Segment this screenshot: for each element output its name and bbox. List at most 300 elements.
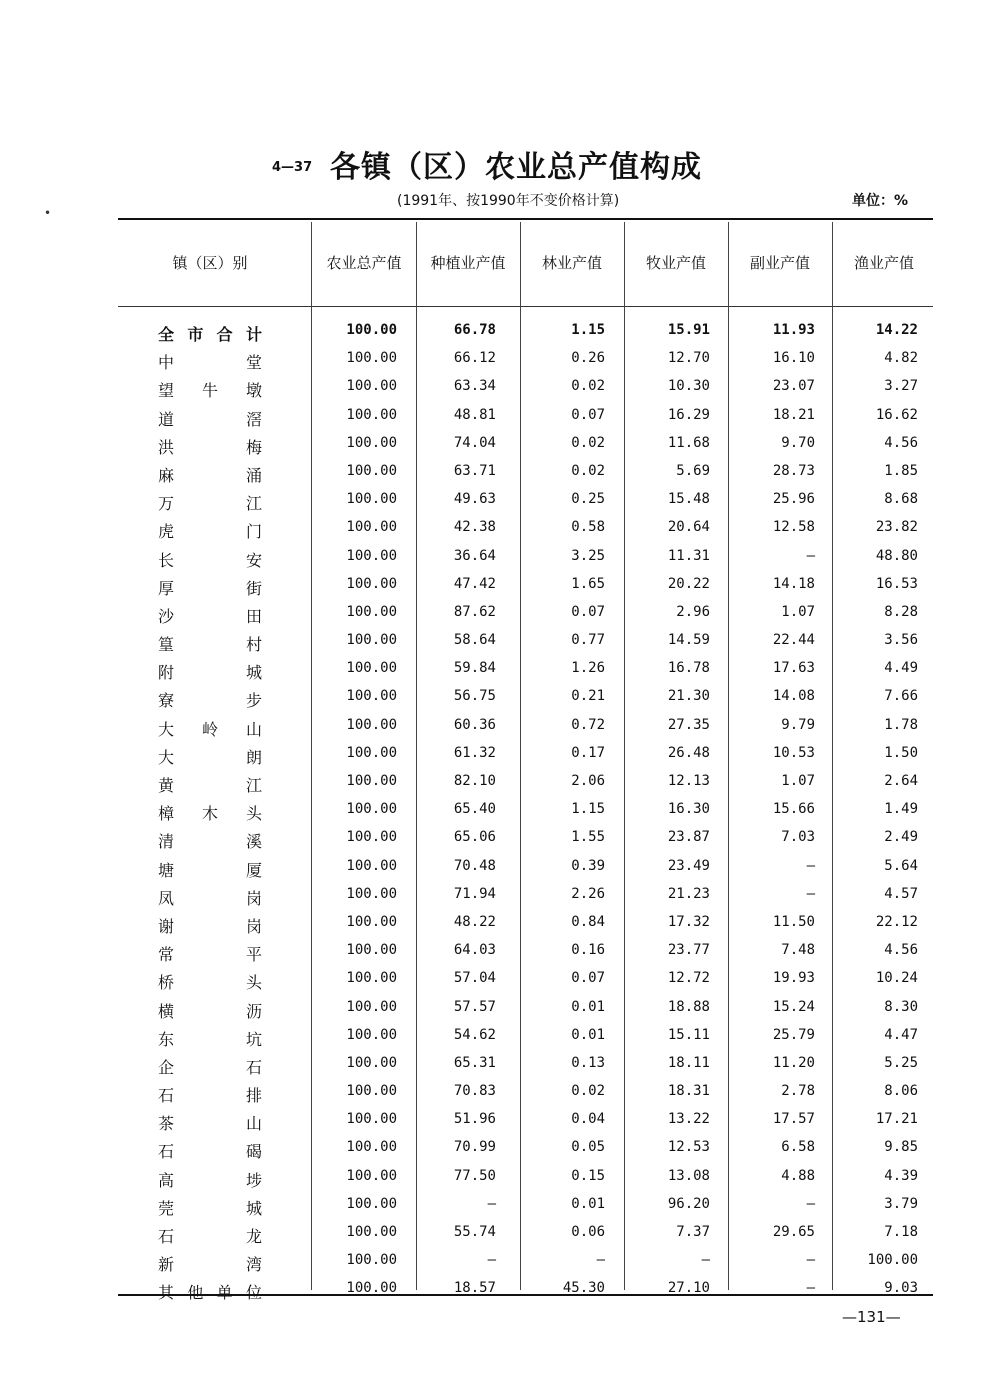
town-name-char: 黄 (158, 776, 175, 795)
table-cell: 10.53 (772, 744, 815, 761)
table-row (0, 801, 1000, 829)
town-name-char: 大 (158, 747, 175, 767)
table-row (0, 688, 1000, 716)
town-name-char: 万 (158, 494, 175, 514)
table-cell: 16.78 (667, 660, 710, 677)
table-cell: 9.79 (781, 716, 815, 733)
table-cell: 54.62 (453, 1026, 496, 1043)
town-name (158, 407, 262, 430)
town-name-char: 东 (158, 1029, 175, 1049)
town-name (158, 1139, 262, 1162)
town-name-char: 虎 (158, 522, 175, 542)
table-cell: 74.04 (453, 434, 496, 451)
town-name-char: 他 (187, 1283, 204, 1303)
table-cell: 100.00 (346, 942, 397, 959)
table-cell: 7.37 (676, 1224, 710, 1240)
table-cell: 7.48 (781, 942, 815, 959)
table-cell: 1.49 (884, 801, 918, 818)
table-cell: 57.57 (453, 998, 496, 1015)
table-row (0, 1027, 1000, 1055)
town-name-char: 岗 (245, 916, 262, 936)
table-cell: 100.00 (346, 406, 397, 423)
table-row (0, 632, 1000, 660)
table-cell: 12.70 (667, 350, 710, 367)
table-cell: 45.30 (562, 1280, 605, 1297)
town-name-char: 排 (245, 1086, 262, 1106)
town-name-char: 常 (158, 945, 175, 965)
town-name (158, 801, 262, 824)
table-cell: 100.00 (346, 970, 397, 987)
town-name (158, 1224, 262, 1247)
table-cell: 59.84 (453, 660, 496, 677)
town-name-char: 麻 (158, 465, 175, 485)
scan-speck: • (44, 206, 52, 220)
town-name-char: 樟 (158, 804, 175, 824)
table-cell: 100.00 (346, 350, 397, 367)
table-cell: 63.71 (453, 462, 496, 479)
table-cell: 18.21 (772, 406, 815, 423)
table-cell: 2.78 (781, 1083, 815, 1100)
town-name (158, 1196, 262, 1219)
table-row (0, 914, 1000, 942)
table-cell: 0.58 (571, 519, 605, 536)
town-name-char: 安 (245, 550, 262, 570)
table-cell: 23.87 (667, 829, 710, 846)
town-name-char: 凤 (158, 888, 175, 908)
table-cell: 1.85 (884, 462, 918, 479)
town-name (158, 717, 262, 740)
table-cell: — (806, 1280, 815, 1297)
table-row (0, 519, 1000, 547)
table-cell: 8.28 (884, 603, 918, 620)
table-cell: 1.78 (884, 716, 918, 733)
table-cell: 66.12 (453, 350, 496, 367)
table-cell: — (806, 857, 815, 874)
table-cell: 64.03 (453, 942, 496, 959)
table-cell: 100.00 (346, 744, 397, 761)
table-cell: 49.63 (453, 491, 496, 508)
table-cell: 3.79 (884, 1195, 918, 1212)
table-cell: 100.00 (346, 1026, 397, 1043)
table-cell: 0.15 (571, 1167, 605, 1184)
town-name-char: 附 (158, 663, 175, 683)
table-row (0, 1280, 1000, 1308)
town-name (158, 576, 262, 599)
table-cell: 0.72 (571, 716, 605, 733)
town-name-char: 木 (201, 804, 218, 824)
table-cell: 1.15 (571, 322, 605, 338)
table-row (0, 1055, 1000, 1083)
table-cell: 100.00 (346, 603, 397, 620)
table-cell: 0.84 (571, 913, 605, 930)
table-cell: — (701, 1252, 710, 1269)
town-name-char: 茶 (158, 1114, 175, 1134)
table-number: 4—37 (272, 160, 313, 175)
table-cell: 20.64 (667, 519, 710, 536)
table-cell: 0.13 (571, 1054, 605, 1071)
table-row (0, 491, 1000, 519)
table-row (0, 942, 1000, 970)
town-name (158, 604, 262, 627)
table-cell: 22.44 (772, 632, 815, 649)
table-cell: 23.82 (875, 519, 918, 536)
table-cell: 25.96 (772, 491, 815, 508)
table-cell: 16.30 (667, 801, 710, 818)
table-cell: 11.50 (772, 913, 815, 930)
table-cell: 2.26 (571, 885, 605, 902)
town-name-char: 湾 (245, 1255, 262, 1275)
table-cell: 17.21 (875, 1111, 918, 1128)
town-name (158, 688, 262, 711)
table-cell: 1.65 (571, 575, 605, 592)
town-name (158, 463, 262, 486)
table-cell: 8.06 (884, 1083, 918, 1100)
table-cell: 100.00 (346, 491, 397, 508)
table-cell: 63.34 (453, 378, 496, 395)
table-cell: 100.00 (346, 857, 397, 874)
table-cell: 27.10 (667, 1280, 710, 1297)
table-cell: — (806, 885, 815, 902)
table-cell: 15.24 (772, 998, 815, 1015)
table-row (0, 745, 1000, 773)
table-row (0, 773, 1000, 801)
table-cell: 100.00 (346, 773, 397, 789)
table-cell: 100.00 (346, 998, 397, 1015)
table-row (0, 604, 1000, 632)
table-cell: 4.57 (884, 885, 918, 902)
table-row (0, 886, 1000, 914)
subtitle: (1991年、按1990年不变价格计算) (397, 193, 620, 209)
table-cell: 100.00 (346, 575, 397, 592)
table-cell: 0.17 (571, 744, 605, 761)
town-name (158, 350, 262, 373)
table-cell: 12.58 (772, 519, 815, 536)
table-cell: 0.77 (571, 632, 605, 649)
table-cell: 66.78 (453, 322, 496, 338)
town-name-char: 厦 (245, 860, 262, 880)
table-cell: 65.06 (453, 829, 496, 846)
table-row (0, 1139, 1000, 1167)
table-body (0, 322, 1000, 1309)
table-cell: — (806, 1252, 815, 1269)
table-cell: 16.29 (667, 406, 710, 423)
town-name-char: 横 (158, 1001, 175, 1021)
table-cell: 4.49 (884, 660, 918, 677)
table-cell: 20.22 (667, 575, 710, 592)
header-rule (118, 306, 933, 307)
table-cell: 3.27 (884, 378, 918, 395)
table-cell: 61.32 (453, 744, 496, 761)
town-name (158, 773, 262, 796)
town-name (158, 858, 262, 881)
town-name-char: 碣 (245, 1142, 262, 1162)
table-cell: 100.00 (346, 462, 397, 479)
table-cell: 1.07 (781, 603, 815, 620)
town-name (158, 632, 262, 655)
table-row (0, 660, 1000, 688)
town-name (158, 1252, 262, 1275)
table-row (0, 1083, 1000, 1111)
table-cell: 17.32 (667, 913, 710, 930)
table-cell: 9.85 (884, 1139, 918, 1156)
table-cell: 100.00 (346, 1111, 397, 1128)
table-cell: 87.62 (453, 603, 496, 620)
table-cell: 0.07 (571, 603, 605, 620)
town-name-char: 墩 (245, 381, 262, 401)
table-top-rule (118, 218, 933, 220)
town-name-char: 寮 (158, 691, 175, 711)
town-name-char: 合 (216, 325, 233, 344)
col-header-total: 农业总产值 (326, 254, 402, 272)
table-cell: 9.70 (781, 434, 815, 451)
table-row (0, 407, 1000, 435)
table-cell: 7.03 (781, 829, 815, 846)
table-cell: — (487, 1252, 496, 1269)
town-name (158, 745, 262, 768)
table-row (0, 378, 1000, 406)
table-cell: 15.66 (772, 801, 815, 818)
table-cell: 21.30 (667, 688, 710, 705)
table-cell: 21.23 (667, 885, 710, 902)
table-row (0, 350, 1000, 378)
town-name-char: 山 (245, 1114, 262, 1134)
table-cell: 4.88 (781, 1167, 815, 1184)
table-cell: 0.02 (571, 1083, 605, 1100)
table-cell: 18.88 (667, 998, 710, 1015)
table-cell: 11.31 (667, 547, 710, 564)
town-name (158, 519, 262, 542)
town-name-char: 头 (245, 804, 262, 824)
table-cell: 100.00 (346, 885, 397, 902)
town-name-char: 位 (245, 1283, 262, 1303)
town-name-char: 高 (158, 1170, 175, 1190)
town-name-char: 石 (158, 1142, 175, 1162)
table-cell: 1.15 (571, 801, 605, 818)
town-name-char: 清 (158, 832, 175, 852)
town-name-char: 堂 (245, 353, 262, 373)
col-header-town: 镇（区）别 (172, 254, 248, 272)
town-name-char: 江 (245, 776, 262, 795)
table-cell: 8.30 (884, 998, 918, 1015)
table-cell: 28.73 (772, 462, 815, 479)
table-cell: 2.96 (676, 603, 710, 620)
table-cell: 15.91 (667, 322, 710, 338)
table-cell: 5.64 (884, 857, 918, 874)
table-row (0, 717, 1000, 745)
table-cell: 4.47 (884, 1026, 918, 1043)
table-cell: 4.82 (884, 350, 918, 367)
town-name-char: 市 (187, 325, 204, 344)
town-name-char: 涌 (245, 465, 262, 485)
town-name (158, 378, 262, 401)
town-name-char: 埗 (245, 1170, 262, 1190)
table-row (0, 1196, 1000, 1224)
table-cell: 57.04 (453, 970, 496, 987)
table-cell: 100.00 (346, 688, 397, 705)
table-cell: 16.62 (875, 406, 918, 423)
table-cell: 100.00 (346, 378, 397, 395)
table-cell: 13.22 (667, 1111, 710, 1128)
table-cell: 27.35 (667, 716, 710, 733)
town-name-char: 岭 (201, 719, 218, 739)
town-name-char: 村 (245, 635, 262, 655)
table-cell: 14.18 (772, 575, 815, 592)
table-row (0, 829, 1000, 857)
table-cell: 96.20 (667, 1195, 710, 1212)
table-cell: 100.00 (346, 632, 397, 649)
town-name-char: 沥 (245, 1001, 262, 1021)
table-cell: 15.11 (667, 1026, 710, 1043)
town-name (158, 886, 262, 909)
col-header-crop: 种植业产值 (430, 254, 506, 272)
table-row (0, 970, 1000, 998)
town-name-char: 田 (245, 606, 262, 626)
town-name-char: 新 (158, 1255, 175, 1275)
table-cell: 100.00 (346, 1139, 397, 1156)
table-cell: 19.93 (772, 970, 815, 987)
table-cell: — (806, 1195, 815, 1212)
table-cell: 17.57 (772, 1111, 815, 1128)
table-cell: 1.50 (884, 744, 918, 761)
table-cell: 22.12 (875, 913, 918, 930)
town-name (158, 829, 262, 852)
col-header-sideline: 副业产值 (749, 254, 810, 272)
table-cell: 100.00 (346, 1224, 397, 1240)
table-cell: 100.00 (346, 1195, 397, 1212)
table-row (0, 576, 1000, 604)
town-name-char: 平 (245, 945, 262, 965)
table-cell: 0.05 (571, 1139, 605, 1156)
table-row (0, 1224, 1000, 1252)
table-cell: 70.83 (453, 1083, 496, 1100)
table-cell: 16.10 (772, 350, 815, 367)
town-name-char: 厚 (158, 578, 175, 598)
table-cell: 2.49 (884, 829, 918, 846)
table-cell: 3.25 (571, 547, 605, 564)
town-name-char: 石 (158, 1227, 175, 1246)
town-name (158, 1083, 262, 1106)
table-cell: 100.00 (346, 1252, 397, 1269)
table-row (0, 858, 1000, 886)
table-cell: 100.00 (346, 322, 397, 338)
table-row (0, 463, 1000, 491)
town-name-char: 谢 (158, 916, 175, 936)
table-cell: 12.72 (667, 970, 710, 987)
town-name-char: 溪 (245, 832, 262, 852)
table-cell: 4.56 (884, 942, 918, 959)
town-name (158, 548, 262, 571)
town-name-char: 坑 (245, 1029, 262, 1049)
table-cell: 14.59 (667, 632, 710, 649)
table-cell: 14.22 (875, 322, 918, 338)
table-cell: 18.11 (667, 1054, 710, 1071)
town-name-char: 单 (216, 1283, 233, 1303)
table-cell: 70.99 (453, 1139, 496, 1156)
table-cell: 18.31 (667, 1083, 710, 1100)
table-cell: 48.81 (453, 406, 496, 423)
town-name (158, 322, 262, 345)
town-name-char: 企 (158, 1057, 175, 1077)
table-cell: 29.65 (772, 1224, 815, 1240)
town-name-char: 龙 (245, 1227, 262, 1246)
table-row (0, 999, 1000, 1027)
town-name-char: 门 (245, 522, 262, 542)
town-name-char: 长 (158, 550, 175, 570)
table-cell: 42.38 (453, 519, 496, 536)
table-cell: 1.26 (571, 660, 605, 677)
table-cell: 100.00 (346, 660, 397, 677)
table-cell: 0.26 (571, 350, 605, 367)
table-cell: 56.75 (453, 688, 496, 705)
table-cell: 0.04 (571, 1111, 605, 1128)
table-cell: 5.69 (676, 462, 710, 479)
table-cell: 100.00 (346, 1083, 397, 1100)
town-name-char: 计 (245, 325, 262, 344)
table-cell: 100.00 (346, 1167, 397, 1184)
table-cell: 17.63 (772, 660, 815, 677)
town-name-char: 望 (158, 381, 175, 401)
table-cell: 9.03 (884, 1280, 918, 1297)
table-cell: 100.00 (346, 801, 397, 818)
table-cell: 23.07 (772, 378, 815, 395)
table-row (0, 1111, 1000, 1139)
town-name (158, 491, 262, 514)
table-cell: 23.49 (667, 857, 710, 874)
table-cell: 2.64 (884, 773, 918, 789)
page-title: 各镇（区）农业总产值构成 (330, 150, 702, 185)
table-cell: 0.02 (571, 462, 605, 479)
town-name (158, 660, 262, 683)
town-name-char: 桥 (158, 973, 175, 993)
table-cell: 100.00 (346, 829, 397, 846)
town-name-char: 山 (245, 719, 262, 739)
table-cell: 18.57 (453, 1280, 496, 1297)
town-name (158, 1280, 262, 1303)
town-name-char: 城 (245, 663, 262, 683)
table-cell: 12.13 (667, 773, 710, 789)
town-name (158, 1168, 262, 1191)
table-cell: 48.80 (875, 547, 918, 564)
table-cell: 100.00 (346, 1054, 397, 1071)
town-name-char: 中 (158, 353, 175, 373)
town-name-char: 全 (158, 325, 175, 344)
town-name-char: 步 (245, 691, 262, 711)
town-name-char: 洪 (158, 437, 175, 457)
table-cell: 11.68 (667, 434, 710, 451)
table-cell: 0.02 (571, 434, 605, 451)
table-cell: 65.31 (453, 1054, 496, 1071)
town-name-char: 石 (158, 1086, 175, 1106)
table-cell: 11.93 (772, 322, 815, 338)
town-name-char: 梅 (245, 437, 262, 457)
town-name-char: 江 (245, 494, 262, 514)
table-cell: 51.96 (453, 1111, 496, 1128)
town-name-char: 沙 (158, 606, 175, 626)
table-cell: 70.48 (453, 857, 496, 874)
table-cell: 71.94 (453, 885, 496, 902)
table-cell: 100.00 (346, 716, 397, 733)
town-name (158, 435, 262, 458)
town-name-char: 岗 (245, 888, 262, 908)
table-cell: 7.18 (884, 1224, 918, 1240)
town-name (158, 970, 262, 993)
table-cell: 100.00 (346, 547, 397, 564)
town-name-char: 大 (158, 719, 175, 739)
table-cell: 0.25 (571, 491, 605, 508)
table-row (0, 1252, 1000, 1280)
page-number: —131— (842, 1308, 901, 1326)
table-cell: 60.36 (453, 716, 496, 733)
